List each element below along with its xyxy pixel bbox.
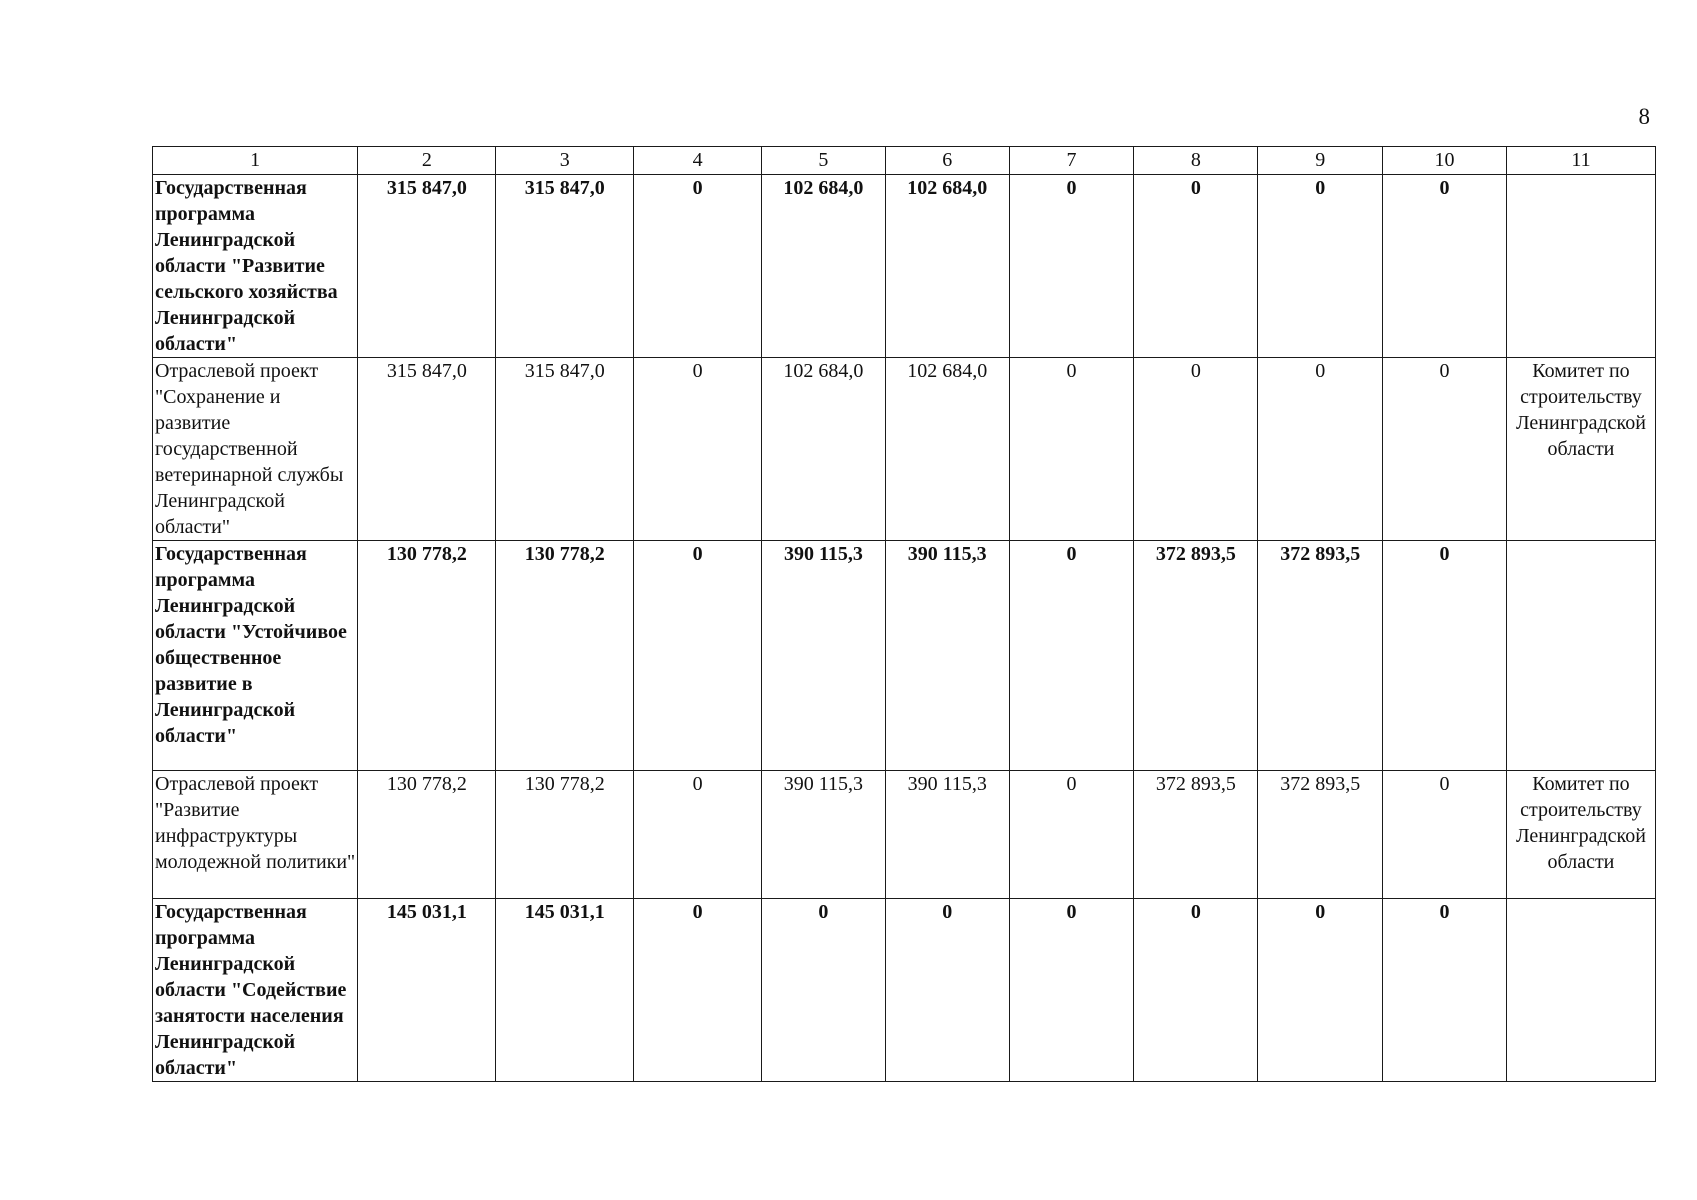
value-cell: 0 xyxy=(1383,771,1507,899)
value-cell: 130 778,2 xyxy=(496,771,634,899)
value-cell: 372 893,5 xyxy=(1134,771,1258,899)
value-cell: 372 893,5 xyxy=(1134,541,1258,771)
table-row xyxy=(153,358,1656,541)
value-cell: 0 xyxy=(1009,771,1134,899)
program-name-cell: Государственная программа Ленинградской области "Содействие занятости населения Ленинградской области" xyxy=(153,899,358,1082)
value-cell: 315 847,0 xyxy=(496,175,634,358)
value-cell: 0 xyxy=(1134,175,1258,358)
column-number: 4 xyxy=(634,147,762,175)
table-row xyxy=(153,541,1656,771)
column-number: 1 xyxy=(153,147,358,175)
value-cell: 130 778,2 xyxy=(496,541,634,771)
responsible-cell xyxy=(1506,175,1655,358)
value-cell: 372 893,5 xyxy=(1258,541,1383,771)
value-cell: 0 xyxy=(634,899,762,1082)
value-cell: 0 xyxy=(1134,358,1258,541)
column-number: 5 xyxy=(762,147,886,175)
value-cell: 0 xyxy=(885,899,1009,1082)
responsible-cell: Комитет по строительству Ленинградской области xyxy=(1506,771,1655,899)
column-number: 2 xyxy=(358,147,496,175)
column-number: 8 xyxy=(1134,147,1258,175)
value-cell: 372 893,5 xyxy=(1258,771,1383,899)
responsible-cell: Комитет по строительству Ленинградской области xyxy=(1506,358,1655,541)
column-number: 7 xyxy=(1009,147,1134,175)
value-cell: 315 847,0 xyxy=(496,358,634,541)
value-cell: 0 xyxy=(1383,899,1507,1082)
value-cell: 0 xyxy=(1383,358,1507,541)
value-cell: 0 xyxy=(1009,899,1134,1082)
value-cell: 102 684,0 xyxy=(885,358,1009,541)
column-number-row xyxy=(153,147,1656,175)
value-cell: 315 847,0 xyxy=(358,358,496,541)
value-cell: 0 xyxy=(1009,358,1134,541)
column-number: 11 xyxy=(1506,147,1655,175)
table-row xyxy=(153,175,1656,358)
value-cell: 102 684,0 xyxy=(885,175,1009,358)
value-cell: 145 031,1 xyxy=(358,899,496,1082)
value-cell: 130 778,2 xyxy=(358,541,496,771)
value-cell: 0 xyxy=(1258,175,1383,358)
column-number: 10 xyxy=(1383,147,1507,175)
value-cell: 0 xyxy=(1383,175,1507,358)
project-name-cell: Отраслевой проект "Сохранение и развитие государственной ветеринарной службы Ленинградской области" xyxy=(153,358,358,541)
page-number: 8 xyxy=(1638,104,1650,129)
value-cell: 0 xyxy=(634,175,762,358)
value-cell: 0 xyxy=(1258,899,1383,1082)
column-number: 6 xyxy=(885,147,1009,175)
value-cell: 0 xyxy=(1258,358,1383,541)
value-cell: 102 684,0 xyxy=(762,358,886,541)
value-cell: 390 115,3 xyxy=(762,771,886,899)
table-row xyxy=(153,771,1656,899)
value-cell: 390 115,3 xyxy=(885,771,1009,899)
value-cell: 0 xyxy=(1134,899,1258,1082)
value-cell: 390 115,3 xyxy=(762,541,886,771)
value-cell: 0 xyxy=(1009,541,1134,771)
table-row xyxy=(153,899,1656,1082)
value-cell: 0 xyxy=(762,899,886,1082)
project-name-cell: Отраслевой проект "Развитие инфраструктуры молодежной политики" xyxy=(153,771,358,899)
budget-table xyxy=(152,146,1656,1082)
value-cell: 102 684,0 xyxy=(762,175,886,358)
program-name-cell: Государственная программа Ленинградской области "Развитие сельского хозяйства Ленинградской области" xyxy=(153,175,358,358)
responsible-cell xyxy=(1506,899,1655,1082)
value-cell: 0 xyxy=(1009,175,1134,358)
responsible-cell xyxy=(1506,541,1655,771)
value-cell: 130 778,2 xyxy=(358,771,496,899)
column-number: 9 xyxy=(1258,147,1383,175)
program-name-cell: Государственная программа Ленинградской области "Устойчивое общественное развитие в Ленинградской области" xyxy=(153,541,358,771)
value-cell: 0 xyxy=(634,358,762,541)
value-cell: 145 031,1 xyxy=(496,899,634,1082)
value-cell: 0 xyxy=(634,541,762,771)
value-cell: 0 xyxy=(1383,541,1507,771)
value-cell: 0 xyxy=(634,771,762,899)
column-number: 3 xyxy=(496,147,634,175)
value-cell: 390 115,3 xyxy=(885,541,1009,771)
value-cell: 315 847,0 xyxy=(358,175,496,358)
